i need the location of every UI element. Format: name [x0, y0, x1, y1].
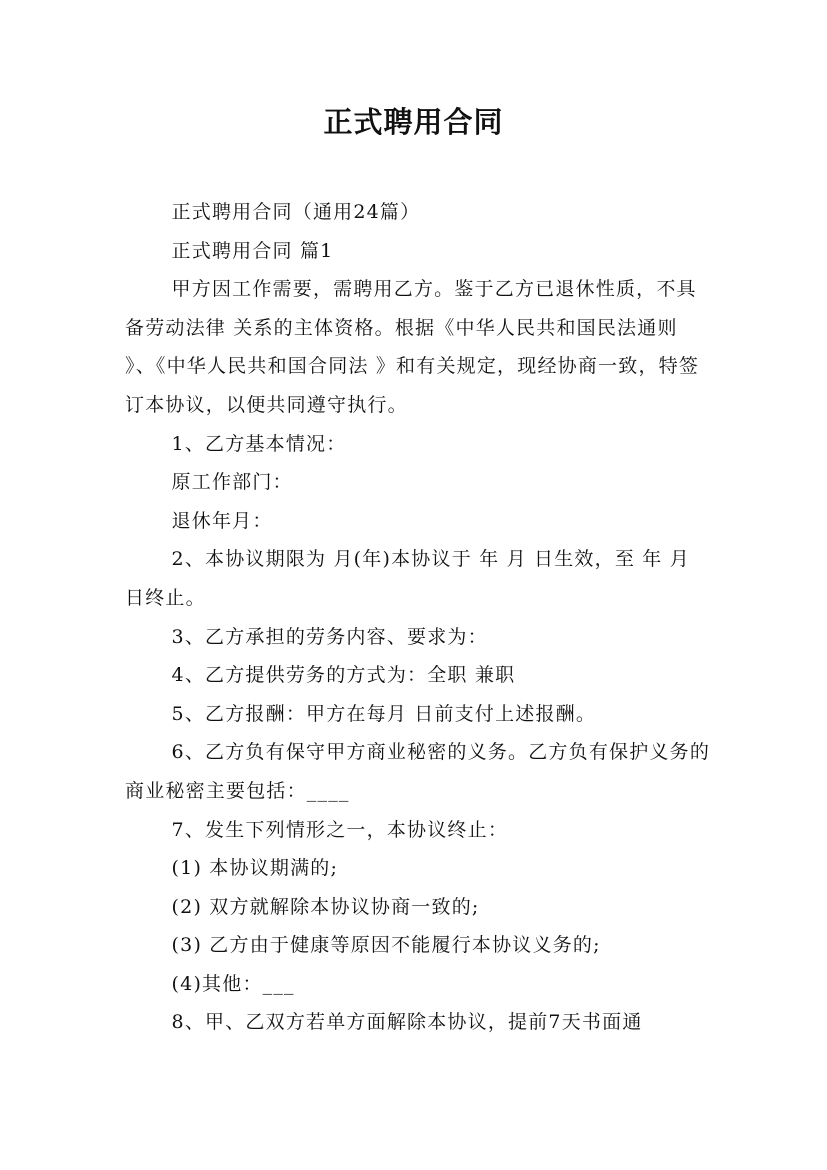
preamble-paragraph: 甲方因工作需要，需聘用乙方。鉴于乙方已退休性质，不具备劳动法律 关系的主体资格。根据《中华人民共和国民法通则 》、《中华人民共和国合同法 》和有关规定，现经协商一致，特签订本协议，以便共同遵守执行。 — [125, 278, 700, 416]
clause-1-paragraph: 1、乙方基本情况： — [171, 432, 347, 455]
document-title: 正式聘用合同 — [323, 105, 504, 139]
clause-8-paragraph: 8、甲、乙双方若单方面解除本协议，提前7天书面通 — [171, 1011, 643, 1034]
original-department-paragraph: 原工作部门： — [171, 471, 293, 494]
clause-3-paragraph: 3、乙方承担的劳务内容、要求为： — [171, 625, 488, 648]
clause-7-paragraph: 7、发生下列情形之一，本协议终止： — [171, 818, 509, 841]
clause-7-item-1: (1) 本协议期满的; — [171, 857, 339, 880]
subtitle-paragraph: 正式聘用合同（通用24篇） — [171, 201, 421, 223]
clause-7-item-3: (3) 乙方由于健康等原因不能履行本协议义务的; — [171, 934, 601, 957]
clause-2-paragraph: 2、本协议期限为 月(年)本协议于 年 月 日生效，至 年 月 日终止。 — [125, 548, 690, 609]
clause-7-item-2: (2) 双方就解除本协议协商一致的; — [171, 895, 480, 918]
clause-6-paragraph: 6、乙方负有保守甲方商业秘密的义务。乙方负有保护义务的商业秘密主要包括：____ — [125, 741, 711, 802]
retirement-date-paragraph: 退休年月： — [171, 509, 273, 532]
clause-5-paragraph: 5、乙方报酬：甲方在每月 日前支付上述报酬。 — [171, 702, 597, 725]
clause-7-item-4: (4)其他：___ — [171, 972, 295, 995]
clause-4-paragraph: 4、乙方提供劳务的方式为：全职 兼职 — [171, 664, 516, 687]
document-body — [125, 193, 715, 1042]
section-heading-paragraph: 正式聘用合同 篇1 — [171, 239, 334, 262]
